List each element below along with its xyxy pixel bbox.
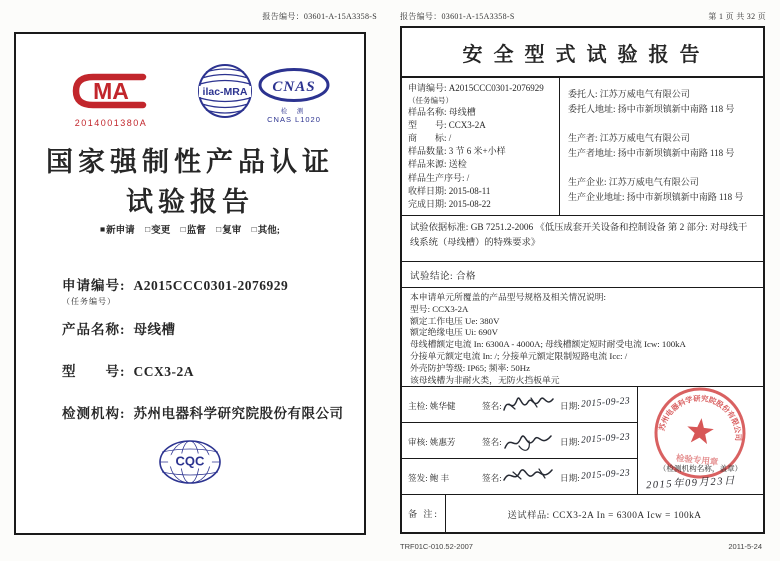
cover-page	[10, 2, 380, 558]
field-label: 检测机构:	[62, 406, 126, 421]
cover-report-number	[262, 11, 377, 22]
cma-number: 2014001380A	[74, 118, 148, 128]
signature-section	[402, 387, 763, 495]
checkbox-label: 复审	[222, 226, 242, 236]
cover-report-number-label: 报告编号：	[262, 12, 304, 21]
field-label: 产品名称:	[62, 322, 126, 337]
signature-scribble-icon	[501, 390, 557, 420]
checkbox-supervision	[181, 226, 206, 236]
test-standard-row: 试验依据标准: GB 7251.2-2006 《低压成套开关设备和控制设备 第 2 部分: 对母线干线系统（母线槽）的特殊要求》	[402, 216, 763, 262]
manufacturer-group	[568, 175, 763, 205]
cover-title-line2: 试验报告	[126, 187, 254, 217]
model-field	[62, 360, 194, 380]
sign-label: 签名:	[482, 401, 502, 411]
info-line: 型 号: CCX3-2A	[408, 120, 486, 131]
info-line: 样品来源: 送检	[408, 159, 467, 170]
report-number-label: 报告编号：	[400, 12, 442, 21]
info-line: 样品生产序号: /	[408, 172, 470, 183]
info-line: 委托人: 江苏万威电气有限公司	[568, 89, 690, 99]
report-page	[390, 2, 776, 558]
checkbox-empty-icon: □	[145, 224, 151, 234]
spec-line: 额定绝缘电压 Ui: 690V	[410, 327, 498, 338]
handwritten-date: 2015-09-23	[580, 432, 631, 446]
info-line: 生产企业: 江苏万威电气有限公司	[568, 177, 699, 187]
handwritten-date: 2015-09-23	[580, 468, 631, 482]
date-label: 日期:	[560, 401, 580, 411]
role-and-name	[408, 436, 456, 448]
stamp-cell	[638, 387, 763, 494]
checkbox-review	[216, 226, 241, 236]
field-label: 申请编号:	[62, 278, 126, 293]
field-value: 母线槽	[133, 322, 176, 337]
sample-info-column	[402, 78, 560, 215]
product-name-field	[62, 318, 176, 338]
report-number-value: 03601-A-15A3358-S	[441, 12, 515, 21]
info-line: 委托人地址: 扬中市新坝镇新中南路 118 号	[568, 104, 735, 114]
reviewer-name: 姚惠芳	[429, 437, 456, 447]
cma-logo	[66, 70, 156, 128]
test-conclusion-row: 试验结论: 合格	[402, 262, 763, 288]
role-label: 签发:	[408, 473, 428, 483]
info-line: 申请编号: A2015CCC0301-2076929	[408, 83, 544, 93]
report-title: 安 全 型 式 试 验 报 告	[402, 28, 763, 78]
report-table	[400, 26, 765, 534]
checkbox-label: 监督	[186, 226, 206, 236]
spec-line: 外壳防护等级: IP65; 频率: 50Hz	[410, 362, 530, 373]
test-agency-field	[62, 402, 344, 422]
cnas-subtitle-code: CNAS L1020	[267, 115, 321, 124]
role-label: 审核:	[408, 437, 428, 447]
cnas-logo	[256, 67, 332, 124]
approver-row	[402, 459, 637, 494]
sample-client-info-row	[402, 78, 763, 216]
info-line: 收样日期: 2015-08-11	[408, 185, 491, 196]
date-label: 日期:	[560, 437, 580, 447]
cqc-globe-icon	[157, 438, 223, 486]
cnas-ellipse-icon	[257, 67, 331, 103]
checkbox-change	[145, 226, 170, 236]
checkbox-empty-icon: □	[216, 224, 222, 234]
signature-scribble-icon	[501, 462, 557, 492]
checkbox-label: 新申请	[106, 226, 135, 236]
chief-examiner-row	[402, 387, 637, 423]
field-value: A2015CCC0301-2076929	[133, 278, 289, 293]
date-label: 日期:	[560, 473, 580, 483]
producer-group	[568, 131, 763, 161]
info-line: 生产者地址: 扬中市新坝镇新中南路 118 号	[568, 148, 735, 158]
spec-line: 该母线槽为非耐火类，无防火挡板单元	[410, 374, 560, 385]
client-group	[568, 87, 763, 117]
client-info-column	[560, 78, 763, 215]
field-value: CCX3-2A	[133, 364, 194, 379]
stamp-caption: （检测机构名称，盖章）	[658, 464, 743, 473]
checkbox-empty-icon: □	[251, 224, 257, 234]
info-line: 样品数量: 3 节 6 米+小样	[408, 146, 506, 157]
seal-org-name: 苏州电器科学研究院股份有限公司	[657, 393, 743, 442]
info-line: 样品名称: 母线槽	[408, 107, 476, 118]
cover-report-number-value: 03601-A-15A3358-S	[303, 12, 377, 21]
field-label: 型 号:	[62, 364, 126, 379]
cma-mark-icon	[69, 70, 153, 112]
form-code-footer: TRF01C-010.52-2007	[400, 542, 473, 551]
cover-title-line1: 国家强制性产品认证	[46, 147, 334, 177]
info-line: 生产企业地址: 扬中市新坝镇新中南路 118 号	[568, 192, 744, 202]
spec-line: 母线槽额定电流 In: 6300A - 4000A; 母线槽额定短时耐受电流 Icw: 100kA	[410, 339, 686, 350]
report-number	[400, 11, 515, 22]
info-line: 完成日期: 2015-08-22	[408, 198, 491, 209]
signature-rows	[402, 387, 638, 494]
cqc-logo	[16, 438, 364, 491]
reviewer-row	[402, 423, 637, 459]
remark-row	[402, 495, 763, 532]
sign-label: 签名:	[482, 473, 502, 483]
remark-label: 备 注:	[402, 495, 446, 532]
approver-name: 鲍 丰	[429, 473, 450, 483]
checkbox-empty-icon: □	[180, 224, 186, 234]
checkbox-label: 其他;	[257, 226, 280, 236]
checkbox-label: 变更	[151, 226, 171, 236]
cnas-subtitle-cn: 检 测	[280, 108, 308, 115]
info-line-note: （任务编号）	[408, 96, 453, 106]
cqc-text: CQC	[175, 453, 205, 469]
form-date-footer: 2011-5-24	[728, 542, 762, 551]
remark-content: 送试样品: CCX3-2A In = 6300A Icw = 100kA	[507, 510, 702, 521]
role-and-name	[408, 472, 449, 484]
seal-inner-text: 检验专用章	[675, 452, 719, 468]
field-value: 苏州电器科学研究院股份有限公司	[133, 406, 344, 421]
checkbox-filled-icon: ■	[100, 224, 106, 234]
spec-line: 分接单元额定电流 In: /; 分接单元额定限制短路电流 Icc: /	[410, 350, 628, 361]
product-spec-row	[402, 288, 763, 387]
page-number: 第 1 页 共 32 页	[708, 12, 766, 21]
examiner-name: 姚华健	[429, 401, 456, 411]
task-number-note: （任务编号）	[62, 297, 116, 306]
checkbox-other	[252, 226, 280, 236]
handwritten-date: 2015-09-23	[580, 396, 631, 410]
spec-line: 本申请单元所覆盖的产品型号规格及相关情况说明:	[410, 292, 606, 302]
cma-letters: MA	[93, 78, 129, 104]
stamp-handwritten-date: 2015年09月23日	[645, 475, 737, 492]
cnas-text: CNAS	[272, 79, 316, 95]
checkbox-new-application	[100, 226, 135, 236]
ilac-mra-logo	[196, 62, 254, 125]
application-type-row	[16, 222, 364, 236]
info-line: 生产者: 江苏万威电气有限公司	[568, 133, 690, 143]
sign-label: 签名:	[482, 437, 502, 447]
cover-border-box	[14, 32, 366, 535]
ilac-text: ilac-MRA	[202, 86, 248, 98]
application-number-field	[62, 274, 288, 307]
spec-line: 型号: CCX3-2A	[410, 303, 469, 314]
role-and-name	[408, 400, 456, 412]
info-line: 商 标: /	[408, 133, 452, 144]
ilac-globe-icon	[196, 62, 254, 120]
signature-scribble-icon	[501, 426, 557, 456]
spec-line: 额定工作电压 Ue: 380V	[410, 315, 500, 326]
role-label: 主检:	[408, 401, 428, 411]
